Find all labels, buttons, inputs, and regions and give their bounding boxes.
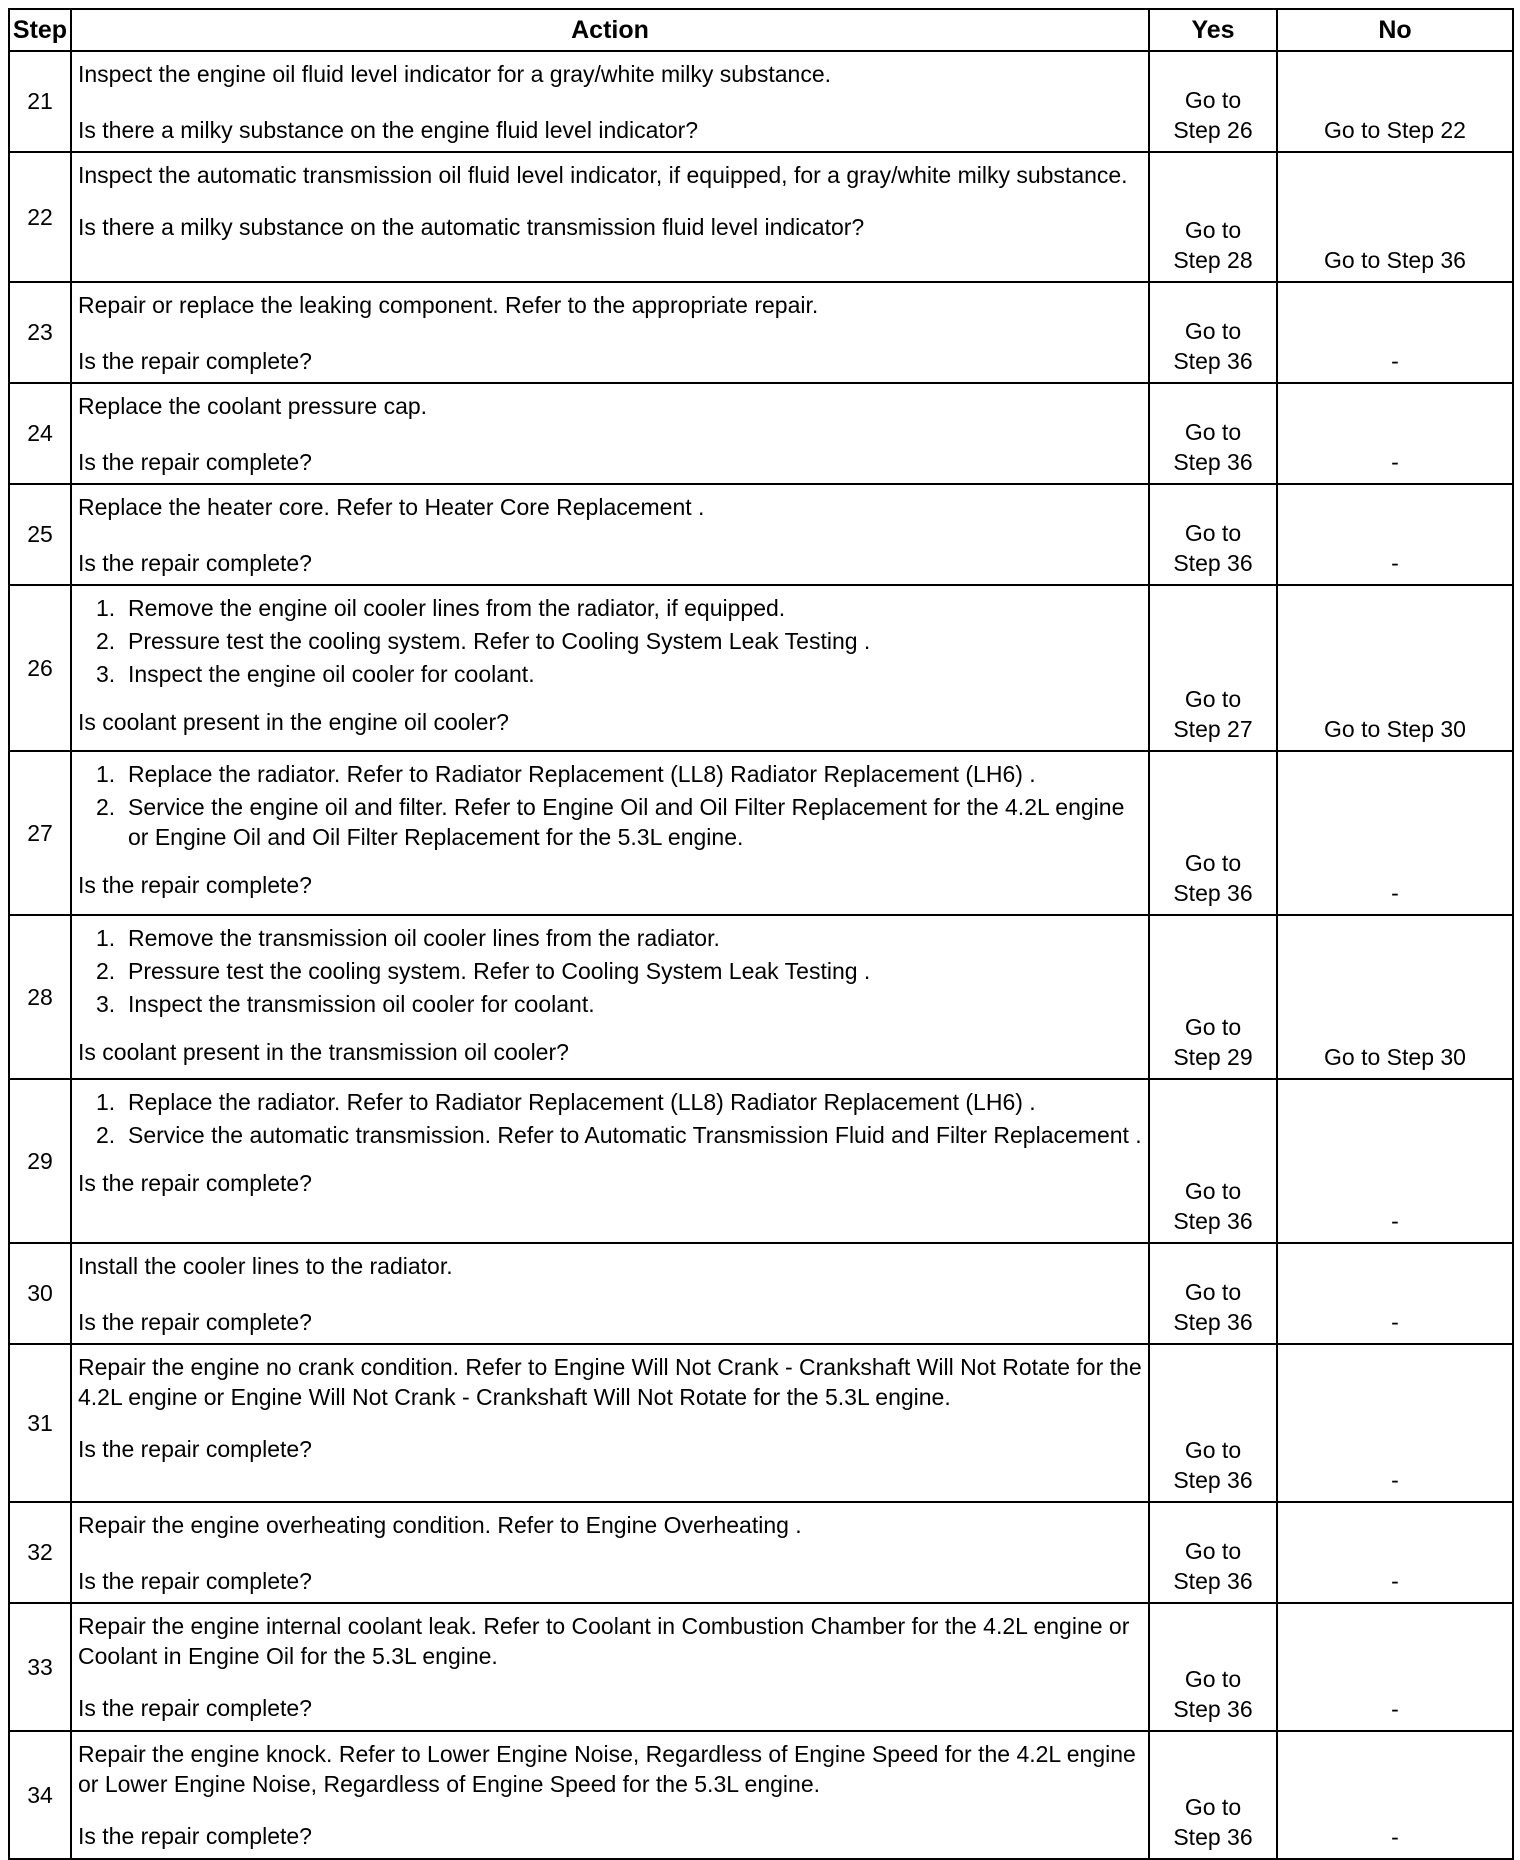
step-number: 29 — [9, 1079, 71, 1243]
yes-link-text[interactable]: Go to — [1184, 1178, 1242, 1204]
no-cell: - — [1277, 1243, 1513, 1344]
no-cell: - — [1277, 1344, 1513, 1502]
question-text: Is the repair complete? — [78, 1568, 312, 1594]
yes-cell — [1149, 282, 1277, 383]
list-item-text: Replace the radiator. Refer to Radiator Replacement (LL8) Radiator Replacement (LH6) . — [128, 1089, 1036, 1115]
list-item-number: 1. — [96, 925, 116, 951]
step-number: 22 — [9, 152, 71, 282]
action-text: Replace the heater core. Refer to Heater Core Replacement . — [78, 494, 705, 520]
table-row — [9, 751, 1513, 915]
table-row — [9, 1243, 1513, 1344]
yes-link-text[interactable]: Step 36 — [1173, 880, 1253, 906]
list-item — [96, 1120, 1142, 1150]
yes-link-text[interactable]: Step 36 — [1173, 1208, 1253, 1234]
yes-link-text[interactable]: Go to — [1184, 520, 1242, 546]
question-text: Is the repair complete? — [78, 348, 312, 374]
table-row — [9, 383, 1513, 484]
action-cell — [71, 751, 1149, 915]
list-item-number: 2. — [96, 958, 116, 984]
no-cell[interactable]: Go to Step 36 — [1277, 152, 1513, 282]
list-item-number: 1. — [96, 1089, 116, 1115]
yes-link-text[interactable]: Step 29 — [1173, 1044, 1253, 1070]
yes-link-text[interactable]: Step 36 — [1173, 449, 1253, 475]
action-cell — [71, 282, 1149, 383]
yes-cell — [1149, 915, 1277, 1079]
header-row — [9, 9, 1513, 51]
action-text: Install the cooler lines to the radiator. — [78, 1253, 453, 1279]
table-row — [9, 1502, 1513, 1603]
step-number: 26 — [9, 585, 71, 751]
step-number: 32 — [9, 1502, 71, 1603]
yes-link-text[interactable]: Step 28 — [1173, 247, 1253, 273]
list-item-number: 2. — [96, 794, 116, 820]
list-item — [96, 626, 1142, 656]
question-text: Is the repair complete? — [78, 872, 312, 898]
list-item-number: 1. — [96, 761, 116, 787]
list-item — [96, 659, 1142, 689]
list-item-number: 2. — [96, 1122, 116, 1148]
action-cell — [71, 152, 1149, 282]
question-text: Is coolant present in the transmission oil cooler? — [78, 1039, 569, 1065]
action-cell — [71, 1243, 1149, 1344]
step-number: 27 — [9, 751, 71, 915]
step-number: 23 — [9, 282, 71, 383]
list-item — [96, 923, 1142, 953]
list-item — [96, 1087, 1142, 1117]
action-text: Inspect the engine oil fluid level indicator for a gray/white milky substance. — [78, 61, 832, 87]
step-number: 21 — [9, 51, 71, 152]
diagnostic-table — [8, 8, 1514, 1860]
yes-link-text[interactable]: Step 36 — [1173, 1568, 1253, 1594]
yes-link-text[interactable]: Step 36 — [1173, 348, 1253, 374]
question-text: Is the repair complete? — [78, 1309, 312, 1335]
action-cell — [71, 1502, 1149, 1603]
list-item-text: Service the engine oil and filter. Refer to Engine Oil and Oil Filter Replacement for the 4.2L engine or Engine Oil and Oil Filter Replacement for the 5.3L engine. — [128, 794, 1125, 850]
step-number: 24 — [9, 383, 71, 484]
yes-link-text[interactable]: Go to — [1184, 1666, 1242, 1692]
step-number: 31 — [9, 1344, 71, 1502]
action-text: Repair the engine internal coolant leak. Refer to Coolant in Combustion Chamber for the 4.2L engine or Coolant in Engine Oil for the 5.3L engine. — [78, 1613, 1130, 1669]
list-item — [96, 956, 1142, 986]
table-row — [9, 1603, 1513, 1731]
list-item — [96, 759, 1142, 789]
yes-link-text[interactable]: Go to — [1184, 318, 1242, 344]
yes-cell — [1149, 51, 1277, 152]
action-cell — [71, 1603, 1149, 1731]
step-number: 33 — [9, 1603, 71, 1731]
list-item-text: Inspect the transmission oil cooler for coolant. — [128, 991, 595, 1017]
yes-link-text[interactable]: Step 36 — [1173, 1696, 1253, 1722]
yes-cell — [1149, 1603, 1277, 1731]
question-text: Is the repair complete? — [78, 449, 312, 475]
no-cell: - — [1277, 1502, 1513, 1603]
action-text: Repair the engine no crank condition. Refer to Engine Will Not Crank - Crankshaft Will Not Rotate for the 4.2L engine or Engine Will Not Crank - Crankshaft Will Not Rotate for the 5.3L engine. — [78, 1354, 1142, 1410]
procedure-list — [78, 593, 1142, 689]
action-cell — [71, 1731, 1149, 1859]
step-number: 28 — [9, 915, 71, 1079]
action-cell — [71, 383, 1149, 484]
header-action: Action — [71, 9, 1149, 51]
list-item-number: 3. — [96, 991, 116, 1017]
action-text: Replace the coolant pressure cap. — [78, 393, 428, 419]
yes-cell — [1149, 1344, 1277, 1502]
list-item — [96, 792, 1142, 852]
list-item-number: 3. — [96, 661, 116, 687]
table-row — [9, 1344, 1513, 1502]
no-cell: - — [1277, 484, 1513, 585]
list-item-text: Remove the engine oil cooler lines from the radiator, if equipped. — [128, 595, 786, 621]
table-row — [9, 51, 1513, 152]
no-cell: - — [1277, 383, 1513, 484]
action-text: Repair or replace the leaking component. Refer to the appropriate repair. — [78, 292, 819, 318]
yes-cell — [1149, 1502, 1277, 1603]
action-text: Repair the engine knock. Refer to Lower Engine Noise, Regardless of Engine Speed for the 4.2L engine or Lower Engine Noise, Regardless of Engine Speed for the 5.3L engine. — [78, 1741, 1136, 1797]
list-item-text: Remove the transmission oil cooler lines from the radiator. — [128, 925, 720, 951]
action-cell — [71, 915, 1149, 1079]
table-row — [9, 585, 1513, 751]
procedure-list — [78, 1087, 1142, 1150]
yes-cell — [1149, 484, 1277, 585]
question-text: Is there a milky substance on the automatic transmission fluid level indicator? — [78, 214, 865, 240]
table-row — [9, 484, 1513, 585]
list-item-text: Replace the radiator. Refer to Radiator Replacement (LL8) Radiator Replacement (LH6) . — [128, 761, 1036, 787]
yes-link-text[interactable]: Go to — [1184, 850, 1242, 876]
action-cell — [71, 585, 1149, 751]
step-number: 30 — [9, 1243, 71, 1344]
question-text: Is the repair complete? — [78, 1170, 312, 1196]
yes-cell — [1149, 1243, 1277, 1344]
action-text: Inspect the automatic transmission oil fluid level indicator, if equipped, for a gray/white milky substance. — [78, 162, 1128, 188]
yes-cell — [1149, 751, 1277, 915]
procedure-list — [78, 759, 1142, 852]
action-cell — [71, 1344, 1149, 1502]
yes-link-text[interactable]: Go to — [1184, 217, 1242, 243]
action-cell — [71, 484, 1149, 585]
list-item-text: Inspect the engine oil cooler for coolant. — [128, 661, 535, 687]
yes-cell — [1149, 152, 1277, 282]
yes-link-text[interactable]: Go to — [1184, 1794, 1242, 1820]
list-item-text: Pressure test the cooling system. Refer to Cooling System Leak Testing . — [128, 958, 871, 984]
table-row — [9, 915, 1513, 1079]
question-text: Is the repair complete? — [78, 1436, 312, 1462]
yes-cell — [1149, 1079, 1277, 1243]
yes-link-text[interactable]: Go to — [1184, 419, 1242, 445]
table-body — [9, 51, 1513, 1859]
yes-link-text[interactable]: Go to — [1184, 1014, 1242, 1040]
action-text: Repair the engine overheating condition. Refer to Engine Overheating . — [78, 1512, 802, 1538]
yes-link-text[interactable]: Step 36 — [1173, 1467, 1253, 1493]
yes-link-text[interactable]: Go to — [1184, 1538, 1242, 1564]
list-item-text: Service the automatic transmission. Refer to Automatic Transmission Fluid and Filter Replacement . — [128, 1122, 1142, 1148]
question-text: Is coolant present in the engine oil cooler? — [78, 709, 509, 735]
table-row — [9, 1731, 1513, 1859]
list-item-number: 1. — [96, 595, 116, 621]
no-cell[interactable]: Go to Step 22 — [1277, 51, 1513, 152]
no-cell: - — [1277, 1731, 1513, 1859]
no-cell[interactable]: Go to Step 30 — [1277, 585, 1513, 751]
yes-cell — [1149, 1731, 1277, 1859]
yes-link-text[interactable]: Go to — [1184, 87, 1242, 113]
header-no: No — [1277, 9, 1513, 51]
yes-link-text[interactable]: Step 36 — [1173, 1309, 1253, 1335]
header-yes: Yes — [1149, 9, 1277, 51]
yes-link-text[interactable]: Step 27 — [1173, 716, 1253, 742]
action-cell — [71, 1079, 1149, 1243]
step-number: 25 — [9, 484, 71, 585]
no-cell: - — [1277, 1603, 1513, 1731]
table-row — [9, 1079, 1513, 1243]
list-item-text: Pressure test the cooling system. Refer to Cooling System Leak Testing . — [128, 628, 871, 654]
no-cell[interactable]: Go to Step 30 — [1277, 915, 1513, 1079]
list-item — [96, 593, 1142, 623]
table-row — [9, 282, 1513, 383]
question-text: Is there a milky substance on the engine fluid level indicator? — [78, 117, 699, 143]
yes-link-text[interactable]: Step 26 — [1173, 117, 1253, 143]
no-cell: - — [1277, 282, 1513, 383]
action-cell — [71, 51, 1149, 152]
yes-link-text[interactable]: Step 36 — [1173, 1824, 1253, 1850]
list-item — [96, 989, 1142, 1019]
yes-link-text[interactable]: Go to — [1184, 686, 1242, 712]
no-cell: - — [1277, 751, 1513, 915]
yes-cell — [1149, 383, 1277, 484]
header-step: Step — [9, 9, 71, 51]
yes-link-text[interactable]: Step 36 — [1173, 550, 1253, 576]
yes-cell — [1149, 585, 1277, 751]
table-row — [9, 152, 1513, 282]
yes-link-text[interactable]: Go to — [1184, 1279, 1242, 1305]
question-text: Is the repair complete? — [78, 1823, 312, 1849]
step-number: 34 — [9, 1731, 71, 1859]
question-text: Is the repair complete? — [78, 550, 312, 576]
question-text: Is the repair complete? — [78, 1695, 312, 1721]
yes-link-text[interactable]: Go to — [1184, 1437, 1242, 1463]
procedure-list — [78, 923, 1142, 1019]
list-item-number: 2. — [96, 628, 116, 654]
no-cell: - — [1277, 1079, 1513, 1243]
